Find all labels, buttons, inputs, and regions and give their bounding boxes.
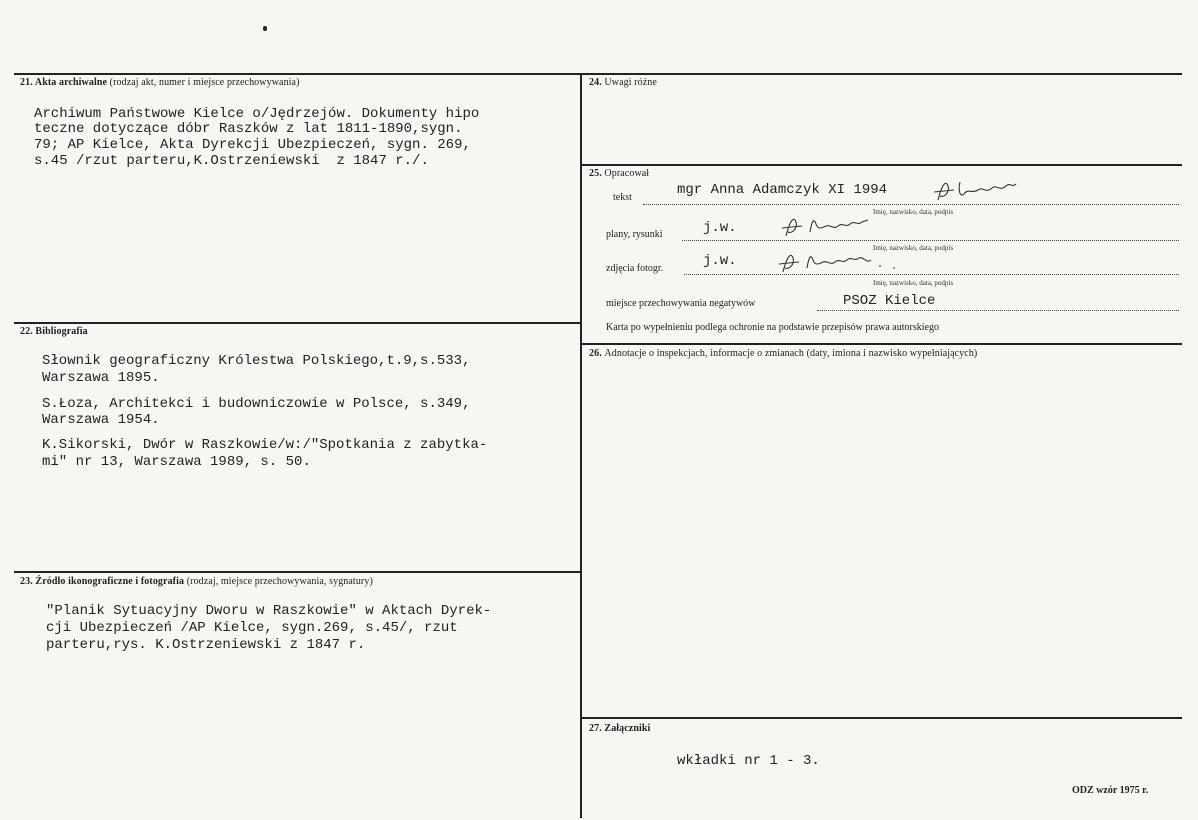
section-23-line-1: "Planik Sytuacyjny Dworu w Raszkowie" w Aktach Dyrek-	[46, 603, 492, 619]
drawings-author-signature	[778, 214, 878, 240]
bibliography-entry-2-line-1: S.Łoza, Architekci i budowniczowie w Polsce, s.349,	[42, 396, 471, 412]
rule-27-right	[582, 717, 1182, 719]
drawings-author-hint: Imię, nazwisko, data, podpis	[873, 244, 954, 252]
text-author-dotted-line	[643, 204, 1179, 205]
center-divider	[580, 73, 582, 818]
section-25-number: 25.	[589, 168, 602, 179]
bibliography-entry-2-line-2: Warszawa 1954.	[42, 412, 160, 428]
section-23-title: Źródło ikonograficzne i fotografia	[35, 576, 185, 587]
attachments-value: wkładki nr 1 - 3.	[677, 753, 820, 769]
bibliography-entry-1-line-2: Warszawa 1895.	[42, 370, 160, 386]
section-21-title: Akta archiwalne	[34, 77, 108, 88]
text-author-hint: Imię, nazwisko, data, podpis	[873, 208, 954, 216]
photos-author-dotted-line	[684, 274, 1179, 275]
section-22-number: 22.	[20, 326, 33, 337]
section-21-line-3: 79; AP Kielce, Akta Dyrekcji Ubezpieczeń, sygn. 269,	[34, 137, 471, 153]
text-author-value: mgr Anna Adamczyk XI 1994	[677, 182, 888, 198]
photos-author-signature	[775, 250, 905, 276]
section-23-line-3: parteru,rys. K.Ostrzeniewski z 1847 r.	[46, 637, 366, 653]
section-21-header	[20, 77, 300, 88]
negatives-location-label: miejsce przechowywania negatywów	[606, 298, 756, 309]
drawings-author-dotted-line	[682, 240, 1179, 241]
section-26-header	[589, 348, 977, 359]
section-24-header	[589, 77, 657, 88]
section-27-title: Załączniki	[604, 723, 651, 734]
section-21-line-4: s.45 /rzut parteru,K.Ostrzeniewski z 1847 r./.	[34, 153, 429, 169]
top-rule-left	[14, 73, 580, 75]
section-24-title: Uwagi różne	[604, 77, 657, 88]
section-25-header	[589, 168, 649, 179]
section-26-number: 26.	[589, 348, 602, 359]
copyright-note: Karta po wypełnieniu podlega ochronie na podstawie przepisów prawa autorskiego	[606, 322, 939, 333]
section-21-title-extra: (rodzaj akt, numer i miejsce przechowywania)	[109, 77, 300, 88]
section-26-title-extra: (daty, imiona i nazwisko wypełniających)	[806, 348, 978, 359]
photos-author-label: zdjęcia fotogr.	[606, 263, 664, 274]
text-author-label: tekst	[613, 192, 632, 203]
section-27-header	[589, 723, 650, 734]
section-23-title-extra: (rodzaj, miejsce przechowywania, sygnatury)	[186, 576, 373, 587]
bibliography-entry-3-line-1: K.Sikorski, Dwór w Raszkowie/w:/"Spotkania z zabytka-	[42, 437, 488, 453]
drawings-author-label: plany, rysunki	[606, 229, 663, 240]
section-25-title: Opracował	[604, 168, 650, 179]
stray-ink-dot	[263, 26, 267, 31]
negatives-location-dotted-line	[817, 310, 1179, 311]
text-author-signature	[930, 176, 1020, 206]
rule-23-left	[14, 571, 580, 573]
section-22-header	[20, 326, 88, 337]
section-21-number: 21.	[20, 77, 33, 88]
photos-author-value: j.w.	[703, 253, 737, 269]
section-21-line-1: Archiwum Państwowe Kielce o/Jędrzejów. Dokumenty hipo	[34, 106, 480, 122]
rule-22-left	[14, 322, 580, 324]
bibliography-entry-1-line-1: Słownik geograficzny Królestwa Polskiego,t.9,s.533,	[42, 353, 471, 369]
rule-26-right	[582, 343, 1182, 345]
top-rule-right	[582, 73, 1182, 75]
bibliography-entry-3-line-2: mi" nr 13, Warszawa 1989, s. 50.	[42, 454, 311, 470]
section-23-line-2: cji Ubezpieczeń /AP Kielce, sygn.269, s.45/, rzut	[46, 620, 458, 636]
form-template-mark: ODZ wzór 1975 r.	[1072, 785, 1149, 796]
negatives-location-value: PSOZ Kielce	[843, 293, 936, 309]
photos-author-hint: Imię, nazwisko, data, podpis	[873, 279, 954, 287]
section-26-title: Adnotacje o inspekcjach, informacje o zmianach	[604, 348, 804, 359]
section-24-number: 24.	[589, 77, 602, 88]
drawings-author-value: j.w.	[703, 220, 737, 236]
section-21-line-2: teczne dotyczące dóbr Raszków z lat 1811-1890,sygn.	[34, 121, 463, 137]
section-22-title: Bibliografia	[35, 326, 88, 337]
section-27-number: 27.	[589, 723, 602, 734]
section-23-header	[20, 576, 373, 587]
section-23-number: 23.	[20, 576, 33, 587]
rule-25-right	[582, 164, 1182, 166]
